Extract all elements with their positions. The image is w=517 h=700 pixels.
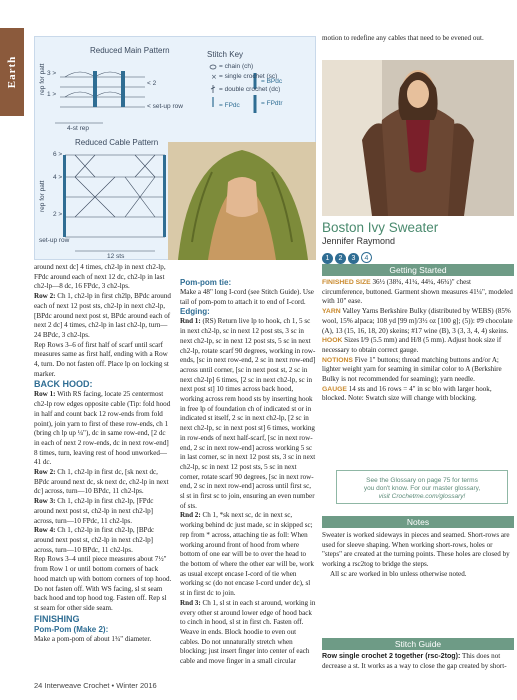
rnd3-label: Rnd 3:: [180, 598, 201, 607]
row-1-label: 1 >: [47, 91, 57, 98]
getting-started-heading: Getting Started: [322, 264, 514, 276]
yarn-label: YARN: [322, 308, 341, 316]
rep-label: rep for patt: [39, 63, 46, 95]
bh-row2-text: Ch 1, ch2-lp in first dc, [sk next dc, BPdc around next dc, sk next dc, ch2-lp in next dc] across, turn—10 BPdc, 11 ch2-lps.: [34, 468, 169, 496]
bh-row2-label: Row 2:: [34, 468, 56, 477]
pompom-heading: Pom-Pom (Make 2):: [34, 624, 109, 634]
rnd2-label: Rnd 2:: [180, 511, 201, 520]
gauge-label: GAUGE: [322, 385, 347, 393]
stitch-key-title: Stitch Key: [207, 50, 244, 59]
bh-row4-text: Ch 1, ch2-lp in first ch2-lp, [BPdc around next post st, ch2-lp in next ch2-lp] across, turn—10 BPdc, 11 ch2-lps.: [34, 526, 155, 554]
row-3-label: 3 >: [47, 70, 57, 77]
rep-for-patt-label: rep for patt: [39, 180, 46, 212]
cable-setup-label: set-up row: [39, 237, 70, 244]
glossary-link[interactable]: visit Crochetme.com/glossary!: [378, 493, 466, 500]
section-tab-label: Earth: [6, 55, 18, 89]
level-2: 2: [335, 253, 346, 264]
row2-text: Ch 1, ch2-lp in first ch2lp, BPdc around each of next 12 post sts, ch2-lp in next ch2-lp, [BPdc around next post st, BPdc around each of next 2 dc] 4 times, ch2-lp in last ch2-lp, turn—24 BPdc, 3 ch2-lps.: [34, 292, 171, 339]
stitch-guide-heading: Stitch Guide: [322, 638, 514, 650]
rep-4-label: 4-st rep: [67, 125, 90, 132]
cable-row-6: 6 >: [53, 151, 63, 158]
sts-12-label: 12 sts: [107, 253, 125, 260]
rsc2tog-text: This does not decrease a st. It works as a way to close the gap created by short-: [322, 652, 507, 670]
edging-heading: Edging:: [180, 307, 210, 317]
rnd3-text: Ch 1, sl st in each st around, working in every other st around lower edge of hood back to cinch in hood, sl st in first ch. Fasten off. Weave in ends. Block hoodie to even out cables. Do not unnaturally stretch when blocking; just insert finger into center of each cable and move finger in a small circular: [180, 598, 316, 666]
sweater-photo: [322, 60, 514, 216]
pattern-title: Boston Ivy Sweater: [322, 220, 439, 235]
page-footer: 24 Interweave Crochet • Winter 2016: [34, 681, 157, 690]
yarn-text: Valley Yarns Berkshire Bulky (distributed by WEBS) (85% wool, 15% alpaca; 108 yd [99 m]/3½ oz [100 g]; (5)): #9 chocolate (A), 13 (15, 16, 18, 20) skeins; #17 wine (B), 3 (3, 3, 4, 4) skeins.: [322, 307, 513, 335]
stitch-guide-content: [322, 652, 514, 671]
svg-text:×: ×: [211, 73, 217, 81]
notions-label: NOTIONS: [322, 356, 353, 364]
cable-pattern-title: Reduced Cable Pattern: [75, 138, 159, 147]
cable-row-4: 4 >: [53, 174, 63, 181]
row2-label: Row 2:: [34, 292, 56, 301]
instructions-column-1: [34, 263, 172, 644]
glossary-line-2: you don't know. For our master glossary,: [363, 485, 481, 492]
skill-levels: [322, 247, 374, 265]
bh-row3-text: Ch 1, ch2-lp in first ch2-lp, [FPdc around next post st, ch2-lp in next ch2-lp] across, turn—10 FPdc, 11 ch2-lps.: [34, 497, 154, 525]
key-bpdc: = BPdc: [261, 78, 283, 85]
finishing-heading: FINISHING: [34, 613, 80, 624]
hook-label: HOOK: [322, 337, 343, 345]
row-2-label: < 2: [147, 80, 157, 87]
notions-text: Five 1" buttons; thread matching buttons and/or A; lighter weight yarn for seaming in similar color to A (Berkshire Bulky is not recommended for seaming); yarn needle.: [322, 355, 502, 384]
bh-row4-label: Row 4:: [34, 526, 56, 535]
bh-row1-label: Row 1:: [34, 390, 56, 399]
designer-name: Jennifer Raymond: [322, 236, 396, 246]
notes-heading: Notes: [322, 516, 514, 528]
rnd1-label: Rnd 1:: [180, 317, 201, 326]
glossary-line-1: See the Glossary on page 75 for terms: [366, 477, 478, 484]
key-dc: = double crochet (dc): [219, 86, 281, 93]
back-hood-heading: BACK HOOD:: [34, 379, 93, 390]
bh-row1-text: With RS facing, locate 25 centermost ch2-lp row edges opposite cable (Tip: fold hood in half and count back 12 row-ends from fold point), join yarn to first of these row-ends, ch 1 (bring ch lp up ¼"), dc in same row-end, [2 dc in each of next 2 row-ends, dc in next row-end] 8 times, turn, leaving rest of hood unworked—41 dc.: [34, 390, 171, 467]
gauge-text: 14 sts and 16 rows = 4" in sc blo with larger hook, blocked. Note: Swatch size will change with blocking.: [322, 384, 492, 403]
setup-row-label: < set-up row: [147, 103, 183, 110]
pompom-text: Make a pom-pom of about 1¾" diameter.: [34, 634, 152, 643]
notes-p2: All sc are worked in blo unless otherwise noted.: [330, 569, 467, 578]
cable-row-2: 2 >: [53, 211, 63, 218]
col1-rep2: Rep Rows 3–4 until piece measures about 7½" from Row 1 or until bottom corners of back hood match up with bottom corners of top hood. Do not fasten off. With WS facing, sl st seam back hood and top hood tog. Fasten off. Rep sl st seam for other side seam.: [34, 555, 172, 612]
tie-text: Make a 48" long I-cord (see Stitch Guide). Use tail of pom-pom to attach it to end of I-cord.: [180, 288, 314, 306]
hood-scarf-photo: [168, 142, 316, 260]
key-chain: = chain (ch): [219, 63, 254, 70]
notes-p1: Sweater is worked sideways in pieces and seamed. Short-rows are used for sleeve shaping. When working short-rows, holes or "steps" are created at the turning points. These holes are closed by working a rsc2tog to bridge the steps.: [322, 531, 510, 569]
finished-size-text: 36½ (38¾, 41¼, 44¼, 46¾)" chest circumference, buttoned. Garment shown measures 41¼", modeled with 10" ease.: [322, 278, 513, 306]
getting-started-content: [322, 278, 514, 404]
key-sc: = single crochet (sc): [219, 73, 278, 80]
rnd2-text: Ch 1, *sk next sc, dc in next sc, working behind dc just made, sc in skipped sc; rep from * across, attaching tie as foll: When working around front of hood from where bottom of one ear will be to over the head to the bottom of where the other ear will be, work as usual except encase I-cord of tie when working sc (do not encase I-cord under dc), sl st in first dc to join.: [180, 511, 314, 598]
hook-text: Sizes I/9 (5.5 mm) and H/8 (5 mm). Adjust hook size if necessary to obtain correct gauge.: [322, 336, 502, 354]
level-3: 3: [348, 253, 359, 264]
col1-p1: around next dc] 4 times, ch2-lp in next ch2-lp, FPdc around each of next 12 dc, ch2-lp in last ch2-lp—8 dc, 16 FPdc, 3 ch2-lps.: [34, 263, 166, 291]
level-1: 1: [322, 253, 333, 264]
bh-row3-label: Row 3:: [34, 497, 56, 506]
glossary-callout: [336, 470, 508, 504]
section-tab: [0, 28, 24, 116]
finished-size-label: FINISHED SIZE: [322, 279, 371, 286]
rsc2tog-label: Row single crochet 2 together (rsc-2tog):: [322, 652, 461, 660]
key-fpdc: = FPdc: [219, 102, 240, 109]
notes-content: [322, 531, 514, 580]
main-pattern-title: Reduced Main Pattern: [90, 46, 170, 55]
rnd1-text: (RS) Return live lp to hook, ch 1, 5 sc in next ch2-lp, sc in next 12 post sts, 3 sc in next ch2-lp, sc in next 12 post sts, 5 sc in next ch2-lp, rotate scarf 90 degrees, working in row-ends, [sc in next row-end, 2 sc in next row-end] across until corner, [sc in next post st, 2 sc in next ch2-lp] 6 times, [2 sc in next ch2-lp, sc in next post st] 10 times across back hood, working across rem hood sts by inserting hook in free lp of foundation ch of indicated st or in indicated st itself, 2 sc in next ch2-lp, [2 sc in next ch2-lp, sc in next post st] 6 times, working in row-ends of next half-scarf, [sc in next row-end, 2 sc in next row-end] across working 5 sc in last corner, sc in next 12 post sts, 3 sc in next ch2-lp, sc in next 12 post sts, 5 sc in next corner, rotate scarf 90 degrees, [sc in next row-end, 2 sc in next row-end] across until first sc, sl st in first sc to join, ensuring an even number of sts.: [180, 317, 316, 510]
level-4: 4: [361, 252, 372, 263]
instructions-column-2: [180, 278, 316, 667]
col1-rep: Rep Rows 3–6 of first half of scarf until scarf measures same as first half, ending with a Row 4, turn. Do not fasten off. Place lp on locking st marker.: [34, 340, 169, 378]
continued-text: motion to redefine any cables that need to be evened out.: [322, 34, 484, 42]
key-fpdtr: = FPdtr: [261, 100, 283, 107]
tie-heading: Pom-pom tie:: [180, 278, 232, 287]
